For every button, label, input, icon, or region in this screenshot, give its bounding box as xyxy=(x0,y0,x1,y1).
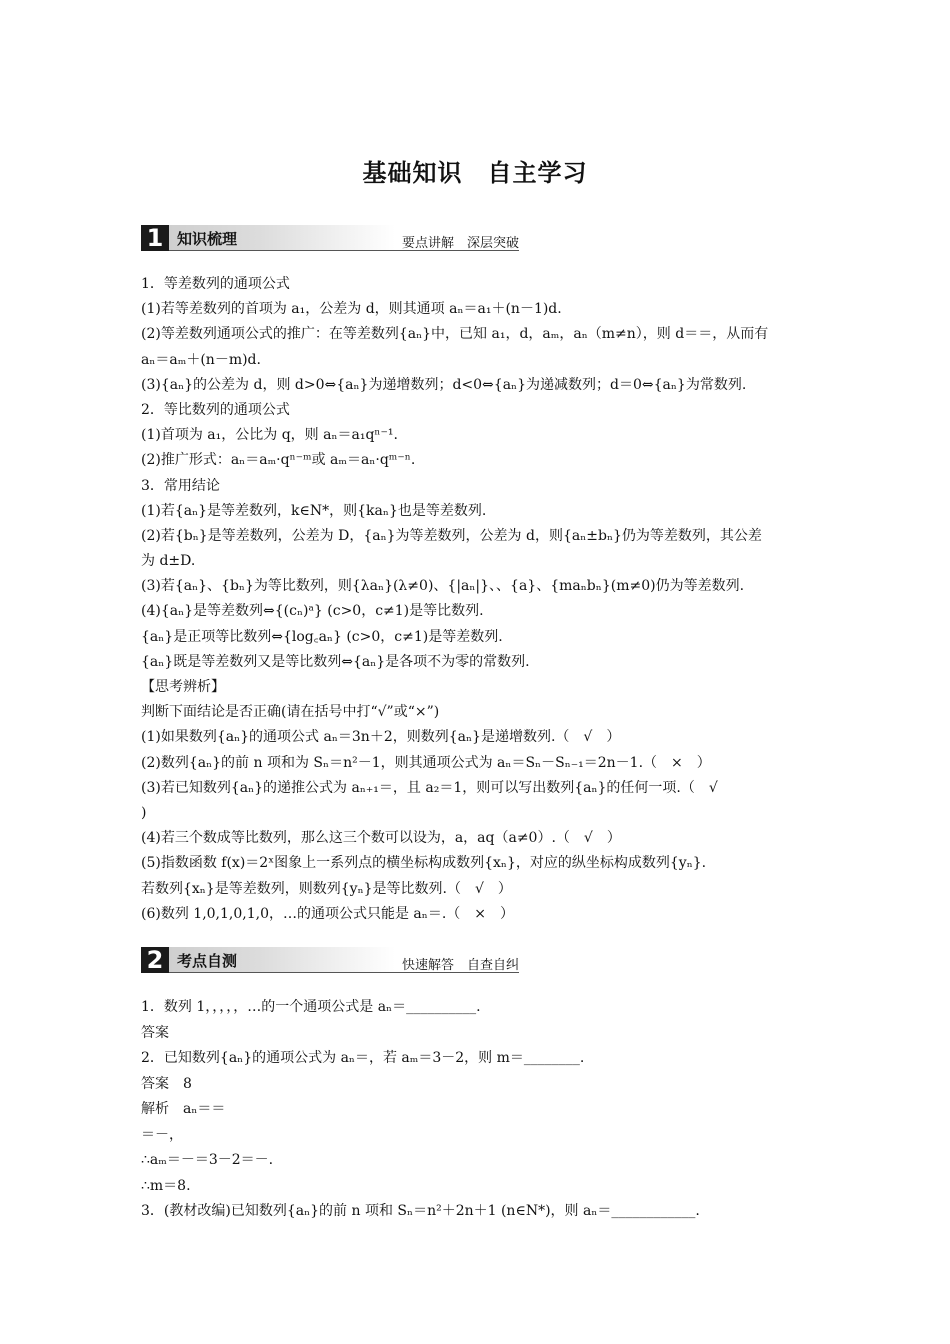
text-line: (2)若{bₙ}是等差数列，公差为 D，{aₙ}为等差数列，公差为 d，则{aₙ±bₙ}仍为等差数列，其公差 xyxy=(141,527,762,544)
section-number-badge: 2 xyxy=(141,947,169,973)
section-header-knowledge xyxy=(141,225,519,251)
section-header-self-test xyxy=(141,947,519,973)
text-line: ∴aₘ＝－＝3－2＝－. xyxy=(141,1152,274,1168)
knowledge-content xyxy=(141,272,821,927)
text-line: (3){aₙ}的公差为 d，则 d>0⇔{aₙ}为递增数列；d<0⇔{aₙ}为递减数列；d＝0⇔{aₙ}为常数列. xyxy=(141,376,747,393)
text-line: 3．常用结论 xyxy=(141,477,220,494)
text-line: 判断下面结论是否正确(请在括号中打“√”或“×”) xyxy=(141,704,440,721)
text-line: (2)数列{aₙ}的前 n 项和为 Sₙ＝n²－1，则其通项公式为 aₙ＝Sₙ－Sₙ₋₁＝2n－1.（ × ） xyxy=(141,754,711,771)
text-line: (2)等差数列通项公式的推广：在等差数列{aₙ}中，已知 a₁，d，aₘ，aₙ（m≠n），则 d＝＝，从而有 xyxy=(141,326,769,343)
text-line: (1)若{aₙ}是等差数列，k∈N*，则{kaₙ}也是等差数列. xyxy=(141,502,487,519)
text-line: aₙ＝aₘ＋(n－m)d. xyxy=(141,351,261,368)
text-line: (3)若{aₙ}、{bₙ}为等比数列，则{λaₙ}(λ≠0)、{|aₙ|}、、{a}、{maₙbₙ}(m≠0)仍为等差数列. xyxy=(141,578,745,595)
text-line: (1)首项为 a₁，公比为 q，则 aₙ＝a₁qⁿ⁻¹. xyxy=(141,427,398,444)
text-line: 答案 8 xyxy=(141,1075,192,1092)
text-line: ＝－， xyxy=(141,1126,183,1143)
text-line: 2．等比数列的通项公式 xyxy=(141,401,290,418)
text-line: 3．(教材改编)已知数列{aₙ}的前 n 项和 Sₙ＝n²＋2n＋1 (n∈N*)，则 aₙ＝____________. xyxy=(141,1203,700,1219)
text-line: (1)若等差数列的首项为 a₁，公差为 d，则其通项 aₙ＝a₁＋(n－1)d. xyxy=(141,301,562,318)
text-line: {aₙ}是正项等比数列⇔{log꜀aₙ} (c>0，c≠1)是等差数列. xyxy=(141,628,503,645)
text-line: (4){aₙ}是等差数列⇔{(cₙ)ᵃ} (c>0，c≠1)是等比数列. xyxy=(141,603,484,620)
text-line: (2)推广形式：aₙ＝aₘ·qⁿ⁻ᵐ或 aₘ＝aₙ·qᵐ⁻ⁿ. xyxy=(141,452,416,469)
text-line: ∴m＝8. xyxy=(141,1177,191,1194)
text-line: 为 d±D. xyxy=(141,553,196,570)
text-line: 1．数列 1，，，，，…的一个通项公式是 aₙ＝__________. xyxy=(141,999,481,1015)
section-subtitle: 快速解答 自查自纠 xyxy=(401,958,519,973)
text-line: (3)若已知数列{aₙ}的递推公式为 aₙ₊₁＝，且 a₂＝1，则可以写出数列{aₙ}的任何一项.（ √ xyxy=(141,779,718,796)
page-title: 基础知识 自主学习 xyxy=(362,159,588,187)
self-test-content xyxy=(141,995,821,1225)
text-line: (4)若三个数成等比数列，那么这三个数可以设为，a，aq（a≠0）.（ √ ） xyxy=(141,830,621,847)
text-line: {aₙ}既是等差数列又是等比数列⇔{aₙ}是各项不为零的常数列. xyxy=(141,653,530,670)
section-number-badge: 1 xyxy=(141,225,169,251)
text-line: 1．等差数列的通项公式 xyxy=(141,276,290,292)
text-line: ) xyxy=(141,804,147,821)
section-title: 考点自测 xyxy=(177,952,238,970)
text-line: (5)指数函数 f(x)＝2ˣ图象上一系列点的横坐标构成数列{xₙ}，对应的纵坐标构成数列{yₙ}. xyxy=(141,855,707,872)
section-title: 知识梳理 xyxy=(177,230,238,248)
text-line: 2．已知数列{aₙ}的通项公式为 aₙ＝，若 aₘ＝3－2，则 m＝________. xyxy=(141,1050,585,1066)
section-subtitle: 要点讲解 深层突破 xyxy=(401,236,519,251)
text-line: 【思考辨析】 xyxy=(141,679,225,695)
text-line: 若数列{xₙ}是等差数列，则数列{yₙ}是等比数列.（ √ ） xyxy=(141,880,512,897)
text-line: 答案 xyxy=(141,1024,169,1041)
text-line: 解析 aₙ＝＝ xyxy=(141,1101,226,1117)
text-line: (1)如果数列{aₙ}的通项公式 aₙ＝3n＋2，则数列{aₙ}是递增数列.（ √ ） xyxy=(141,729,621,746)
text-line: (6)数列 1,0,1,0,1,0，…的通项公式只能是 aₙ＝.（ × ） xyxy=(141,905,515,922)
